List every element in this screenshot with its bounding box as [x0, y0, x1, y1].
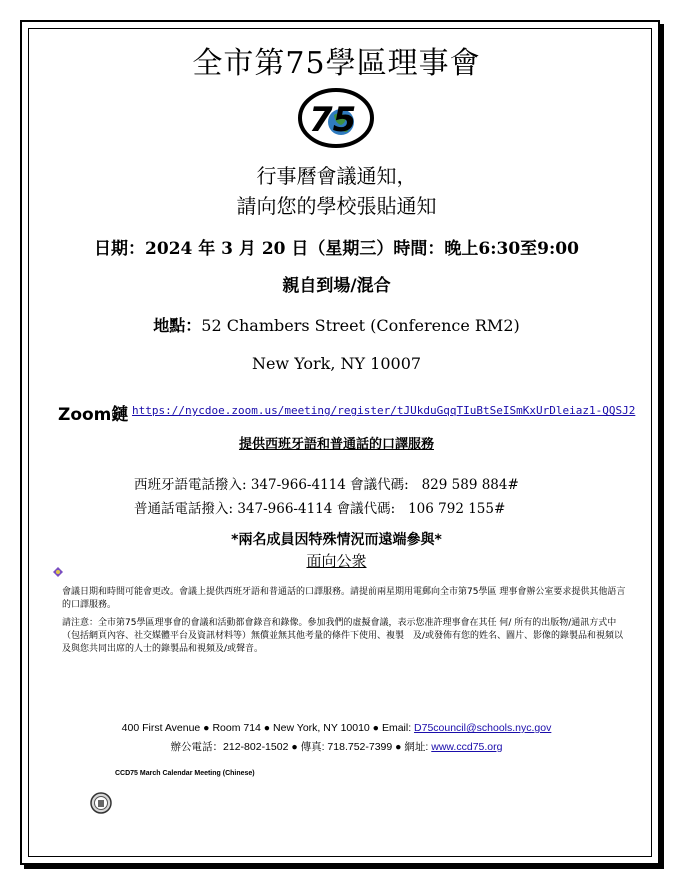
nyc-seal-icon: [90, 792, 112, 814]
mandarin-dial-in-label: 普通話電話撥入: 347-966-4114 會議代碼:: [134, 501, 396, 517]
footer-phone-text: 辦公電話：212-802-1502 ● 傳真: 718.752-7399 ● 網址:: [170, 741, 432, 753]
fine-print-paragraph-1: 會議日期和時間可能會更改。會議上提供西班牙語和普通話的口譯服務。請提前兩星期用電郵向全市第75學區 理事會辦公室要求提供其他語言的口譯服務。: [62, 587, 626, 610]
zoom-label: Zoom鏈: [58, 405, 129, 425]
meeting-date-time: 日期：2024 年 3 月 20 日（星期三）時間：晚上6:30至9:00: [94, 239, 579, 259]
notice-line-1: 行事曆會議通知，: [256, 164, 417, 188]
notice-line-2: 請向您的學校張貼通知: [236, 194, 437, 218]
meeting-location: [0, 313, 673, 336]
zoom-registration-link[interactable]: https://nycdoe.zoom.us/meeting/register/tJUkduGqqTIuBtSeISmKxUrDleiaz1-QQSJ2: [132, 404, 636, 417]
spanish-meeting-code: 829 589 884#: [421, 477, 519, 493]
footer-contact: [0, 739, 673, 754]
mandarin-dial-in: [134, 497, 505, 517]
location-label: 地點：: [153, 316, 202, 335]
logo-text: 75: [309, 100, 357, 140]
location-address: 52 Chambers Street (Conference RM2): [201, 316, 520, 335]
page-title: 全市第75學區理事會: [192, 46, 481, 81]
spanish-dial-in-label: 西班牙語電話撥入: 347-966-4114 會議代碼:: [134, 477, 409, 493]
footer-website-link[interactable]: www.ccd75.org: [431, 741, 503, 753]
interpretation-heading: 提供西班牙語和普通話的口譯服務: [238, 437, 434, 452]
fine-print-paragraph-2: 請注意：全市第75學區理事會的會議和活動都會錄音和錄像。參加我們的虛擬會議，表示您准許理事會在其任 何/ 所有的出版物/通訊方式中（包括網頁內容、社交媒體平台及資訊材料等）無償並無其他考量的條件下使用、複製 及/或發佈有您的姓名、圖片、影像的錄製品和視頻以及與您共同出席的人士的錄製品和視頻及/或聲音。: [62, 618, 624, 654]
public-note: 面向公衆: [306, 552, 367, 570]
mandarin-meeting-code: 106 792 155#: [408, 501, 506, 517]
page-border-shadow-bottom: [24, 865, 664, 869]
meeting-city: New York, NY 10007: [251, 354, 422, 373]
pin-icon: [52, 563, 64, 575]
spanish-dial-in: [134, 473, 519, 493]
meeting-mode: 親自到場/混合: [282, 276, 391, 296]
document-caption: CCD75 March Calendar Meeting (Chinese): [115, 770, 255, 777]
footer-address: [0, 722, 673, 734]
footer-email-link[interactable]: D75council@schools.nyc.gov: [414, 722, 552, 734]
footer-address-text: 400 First Avenue ● Room 714 ● New York, NY 10010 ● Email:: [121, 722, 415, 734]
remote-participation-note: *兩名成員因特殊情況而遠端參與*: [231, 532, 442, 548]
d75-globe-logo-icon: [298, 88, 374, 148]
